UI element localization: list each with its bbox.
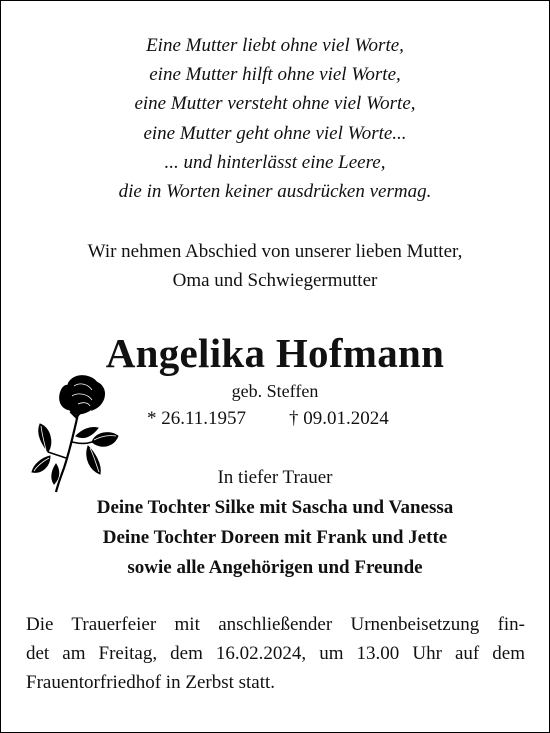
intro-line: Wir nehmen Abschied von unserer lieben Mutter, — [87, 241, 463, 262]
mourner-line: Deine Tochter Doreen mit Frank und Jette — [102, 527, 448, 548]
birth-name: geb. Steffen — [231, 381, 319, 401]
ceremony-line: Die Trauerfeier mit anschließender Urnenbeisetzung fin- — [26, 614, 525, 635]
death-date: † 09.01.2024 — [289, 408, 389, 429]
poem-line: ... und hinterlässt eine Leere, — [164, 151, 386, 173]
poem-line: eine Mutter hilft ohne viel Worte, — [149, 64, 401, 86]
deceased-name: Angelika Hofmann — [105, 330, 445, 376]
poem-line: eine Mutter versteht ohne viel Worte, — [134, 93, 416, 115]
poem-line: die in Worten keiner ausdrücken vermag. — [118, 181, 432, 203]
ceremony-details — [26, 610, 525, 697]
poem-line: eine Mutter geht ohne viel Worte... — [143, 122, 407, 144]
farewell-intro — [0, 237, 550, 295]
mourner-line: Deine Tochter Silke mit Sascha und Vanessa — [96, 497, 454, 518]
mourners-block — [0, 463, 550, 583]
mourner-line: sowie alle Angehörigen und Freunde — [127, 557, 423, 578]
ceremony-line: det am Freitag, dem 16.02.2024, um 13.00 Uhr auf dem — [26, 643, 525, 664]
intro-line: Oma und Schwiegermutter — [172, 270, 378, 291]
poem-line: Eine Mutter liebt ohne viel Worte, — [146, 35, 404, 56]
poem — [0, 31, 550, 206]
mourning-heading: In tiefer Trauer — [217, 467, 333, 488]
birth-date: * 26.11.1957 — [147, 408, 247, 429]
ceremony-line: Frauentorfriedhof in Zerbst statt. — [26, 672, 276, 693]
